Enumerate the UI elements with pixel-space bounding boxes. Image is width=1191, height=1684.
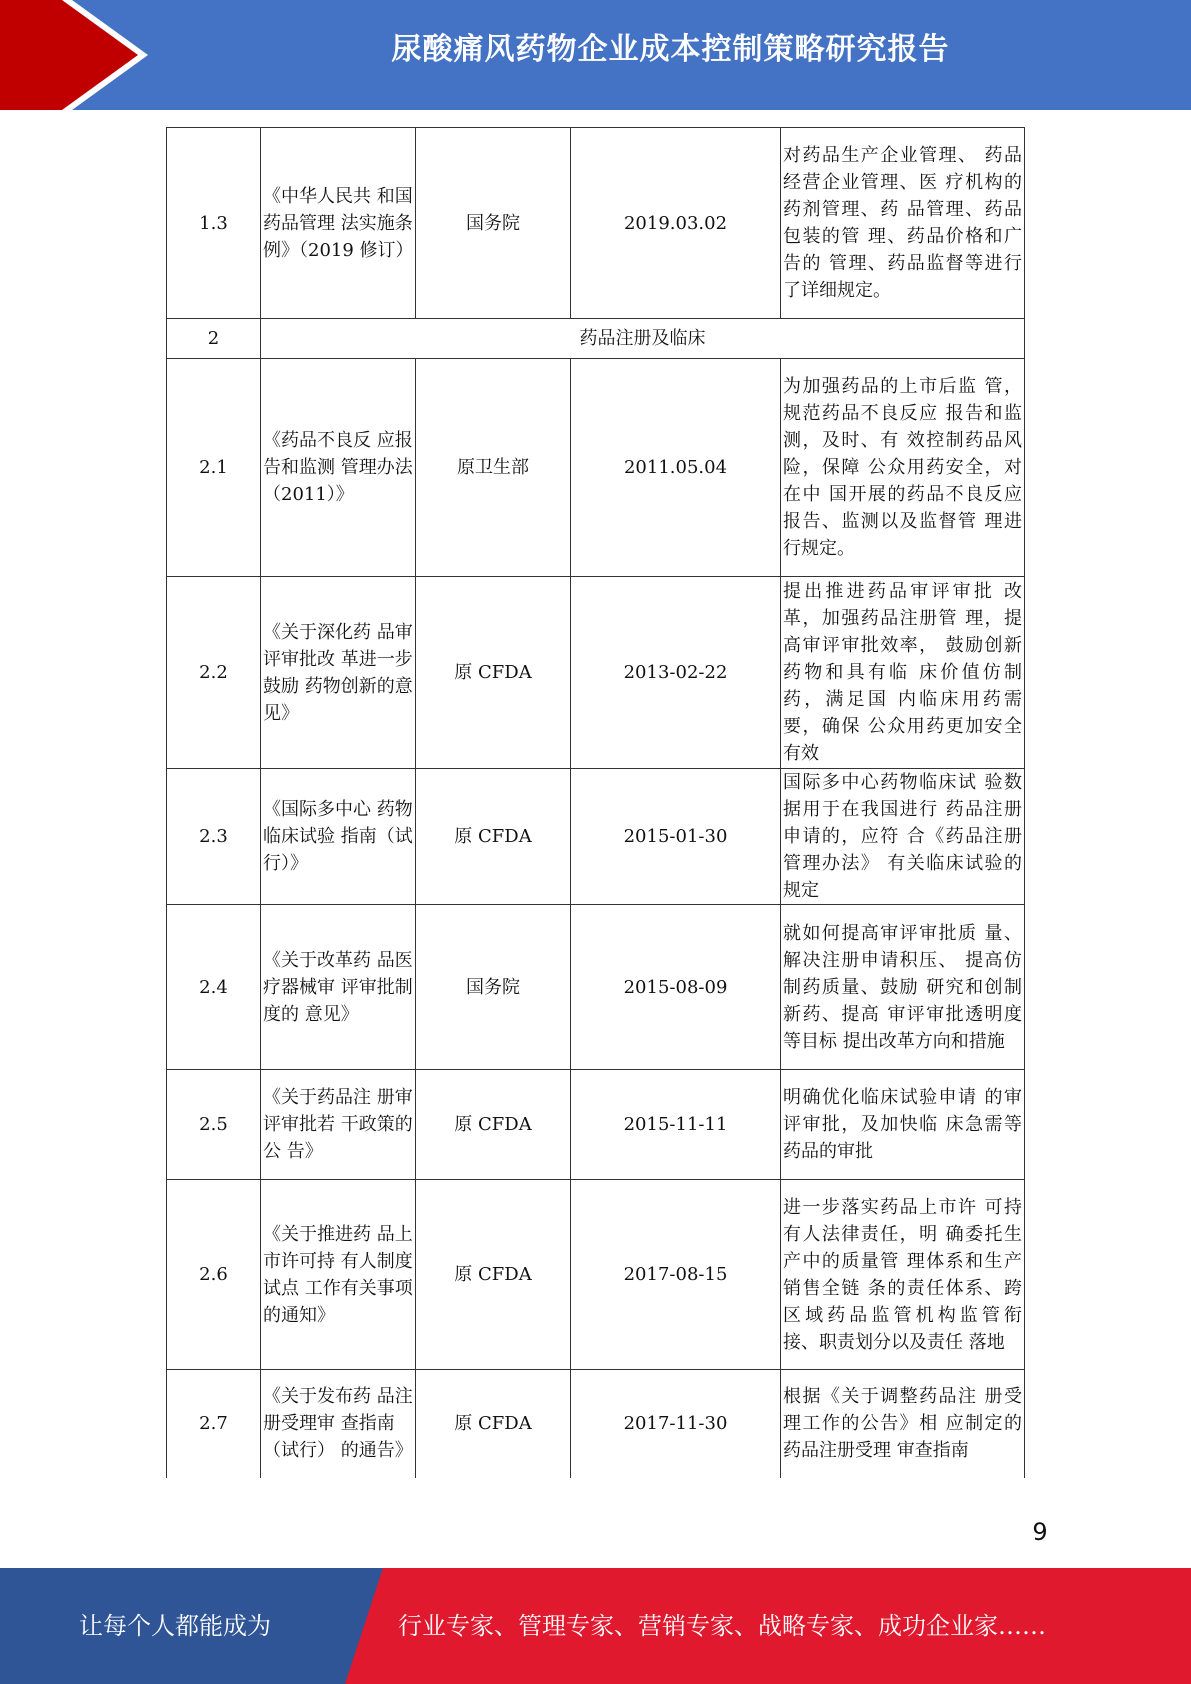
- regulation-name: 《国际多中心 药物临床试验 指南（试行）》: [261, 769, 416, 905]
- regulation-description: 明确优化临床试验申请 的审评审批，及加快临 床急需等药品的审批: [781, 1070, 1025, 1180]
- row-number: 2.2: [167, 577, 261, 769]
- issuing-authority: 原 CFDA: [416, 1070, 571, 1180]
- table-row: [167, 1070, 1025, 1180]
- regulation-name: 《关于深化药 品审评审批改 革进一步鼓励 药物创新的意 见》: [261, 577, 416, 769]
- table-row: [167, 769, 1025, 905]
- row-number: 2.7: [167, 1370, 261, 1478]
- issuing-authority: 原 CFDA: [416, 577, 571, 769]
- table-row: [167, 1370, 1025, 1478]
- issuing-authority: 国务院: [416, 128, 571, 319]
- row-number: 2.5: [167, 1070, 261, 1180]
- regulation-description: 提出推进药品审评审批 改革，加强药品注册管 理，提高审评审批效率， 鼓励创新药物和具有临 床价值仿制药，满足国 内临床用药需要，确保 公众用药更加安全有效: [781, 577, 1025, 769]
- header-chevron-decoration: [0, 0, 160, 110]
- table-row: [167, 1180, 1025, 1370]
- section-number: 2: [167, 319, 261, 359]
- row-number: 2.1: [167, 359, 261, 577]
- page-header: [0, 0, 1191, 110]
- row-number: 2.6: [167, 1180, 261, 1370]
- regulation-description: 根据《关于调整药品注 册受理工作的公告》相 应制定的药品注册受理 审查指南: [781, 1370, 1025, 1478]
- row-number: 1.3: [167, 128, 261, 319]
- regulation-name: 《关于推进药 品上市许可持 有人制度试点 工作有关事项 的通知》: [261, 1180, 416, 1370]
- regulation-name: 《关于药品注 册审评审批若 干政策的公 告》: [261, 1070, 416, 1180]
- issue-date: 2017-11-30: [571, 1370, 781, 1478]
- regulation-description: 为加强药品的上市后监 管，规范药品不良反应 报告和监测，及时、有 效控制药品风险，保障 公众用药安全，对在中 国开展的药品不良反应 报告、监测以及监督管 理进行规定。: [781, 359, 1025, 577]
- table-row: [167, 905, 1025, 1070]
- footer-slogan-left: 让每个人都能成为: [79, 1612, 271, 1640]
- issue-date: 2015-08-09: [571, 905, 781, 1070]
- table-row: [167, 577, 1025, 769]
- regulation-description: 就如何提高审评审批质 量、解决注册申请积压、 提高仿制药质量、鼓励 研究和创制新药、提高 审评审批透明度等目标 提出改革方向和措施: [781, 905, 1025, 1070]
- issue-date: 2019.03.02: [571, 128, 781, 319]
- issuing-authority: 原卫生部: [416, 359, 571, 577]
- section-row: [167, 319, 1025, 359]
- regulation-name: 《中华人民共 和国药品管理 法实施条例》（2019 修订）: [261, 128, 416, 319]
- page-footer: [0, 1568, 1191, 1684]
- regulation-name: 《药品不良反 应报告和监测 管理办法（2011）》: [261, 359, 416, 577]
- regulation-description: 对药品生产企业管理、 药品经营企业管理、医 疗机构的药剂管理、药 品管理、药品包装的管 理、药品价格和广告的 管理、药品监督等进行 了详细规定。: [781, 128, 1025, 319]
- issue-date: 2011.05.04: [571, 359, 781, 577]
- regulation-table: [166, 127, 1025, 1478]
- table-row: [167, 128, 1025, 319]
- issuing-authority: 原 CFDA: [416, 769, 571, 905]
- issue-date: 2017-08-15: [571, 1180, 781, 1370]
- report-title: 尿酸痛风药物企业成本控制策略研究报告: [391, 32, 950, 67]
- issue-date: 2015-01-30: [571, 769, 781, 905]
- issuing-authority: 原 CFDA: [416, 1180, 571, 1370]
- regulation-name: 《关于改革药 品医疗器械审 评审批制度的 意见》: [261, 905, 416, 1070]
- regulation-description: 进一步落实药品上市许 可持有人法律责任，明 确委托生产中的质量管 理体系和生产销售全链 条的责任体系、跨区域药品监管机构监管衔 接、职责划分以及责任 落地: [781, 1180, 1025, 1370]
- regulation-description: 国际多中心药物临床试 验数据用于在我国进行 药品注册申请的，应符 合《药品注册管理办法》 有关临床试验的规定: [781, 769, 1025, 905]
- table-row: [167, 359, 1025, 577]
- regulation-name: 《关于发布药 品注册受理审 查指南（试行） 的通告》: [261, 1370, 416, 1478]
- page-number: 9: [1032, 1518, 1048, 1546]
- section-title: 药品注册及临床: [261, 319, 1025, 359]
- row-number: 2.3: [167, 769, 261, 905]
- issuing-authority: 原 CFDA: [416, 1370, 571, 1478]
- footer-slogan-right: 行业专家、管理专家、营销专家、战略专家、成功企业家……: [398, 1612, 1046, 1640]
- row-number: 2.4: [167, 905, 261, 1070]
- issue-date: 2013-02-22: [571, 577, 781, 769]
- issue-date: 2015-11-11: [571, 1070, 781, 1180]
- issuing-authority: 国务院: [416, 905, 571, 1070]
